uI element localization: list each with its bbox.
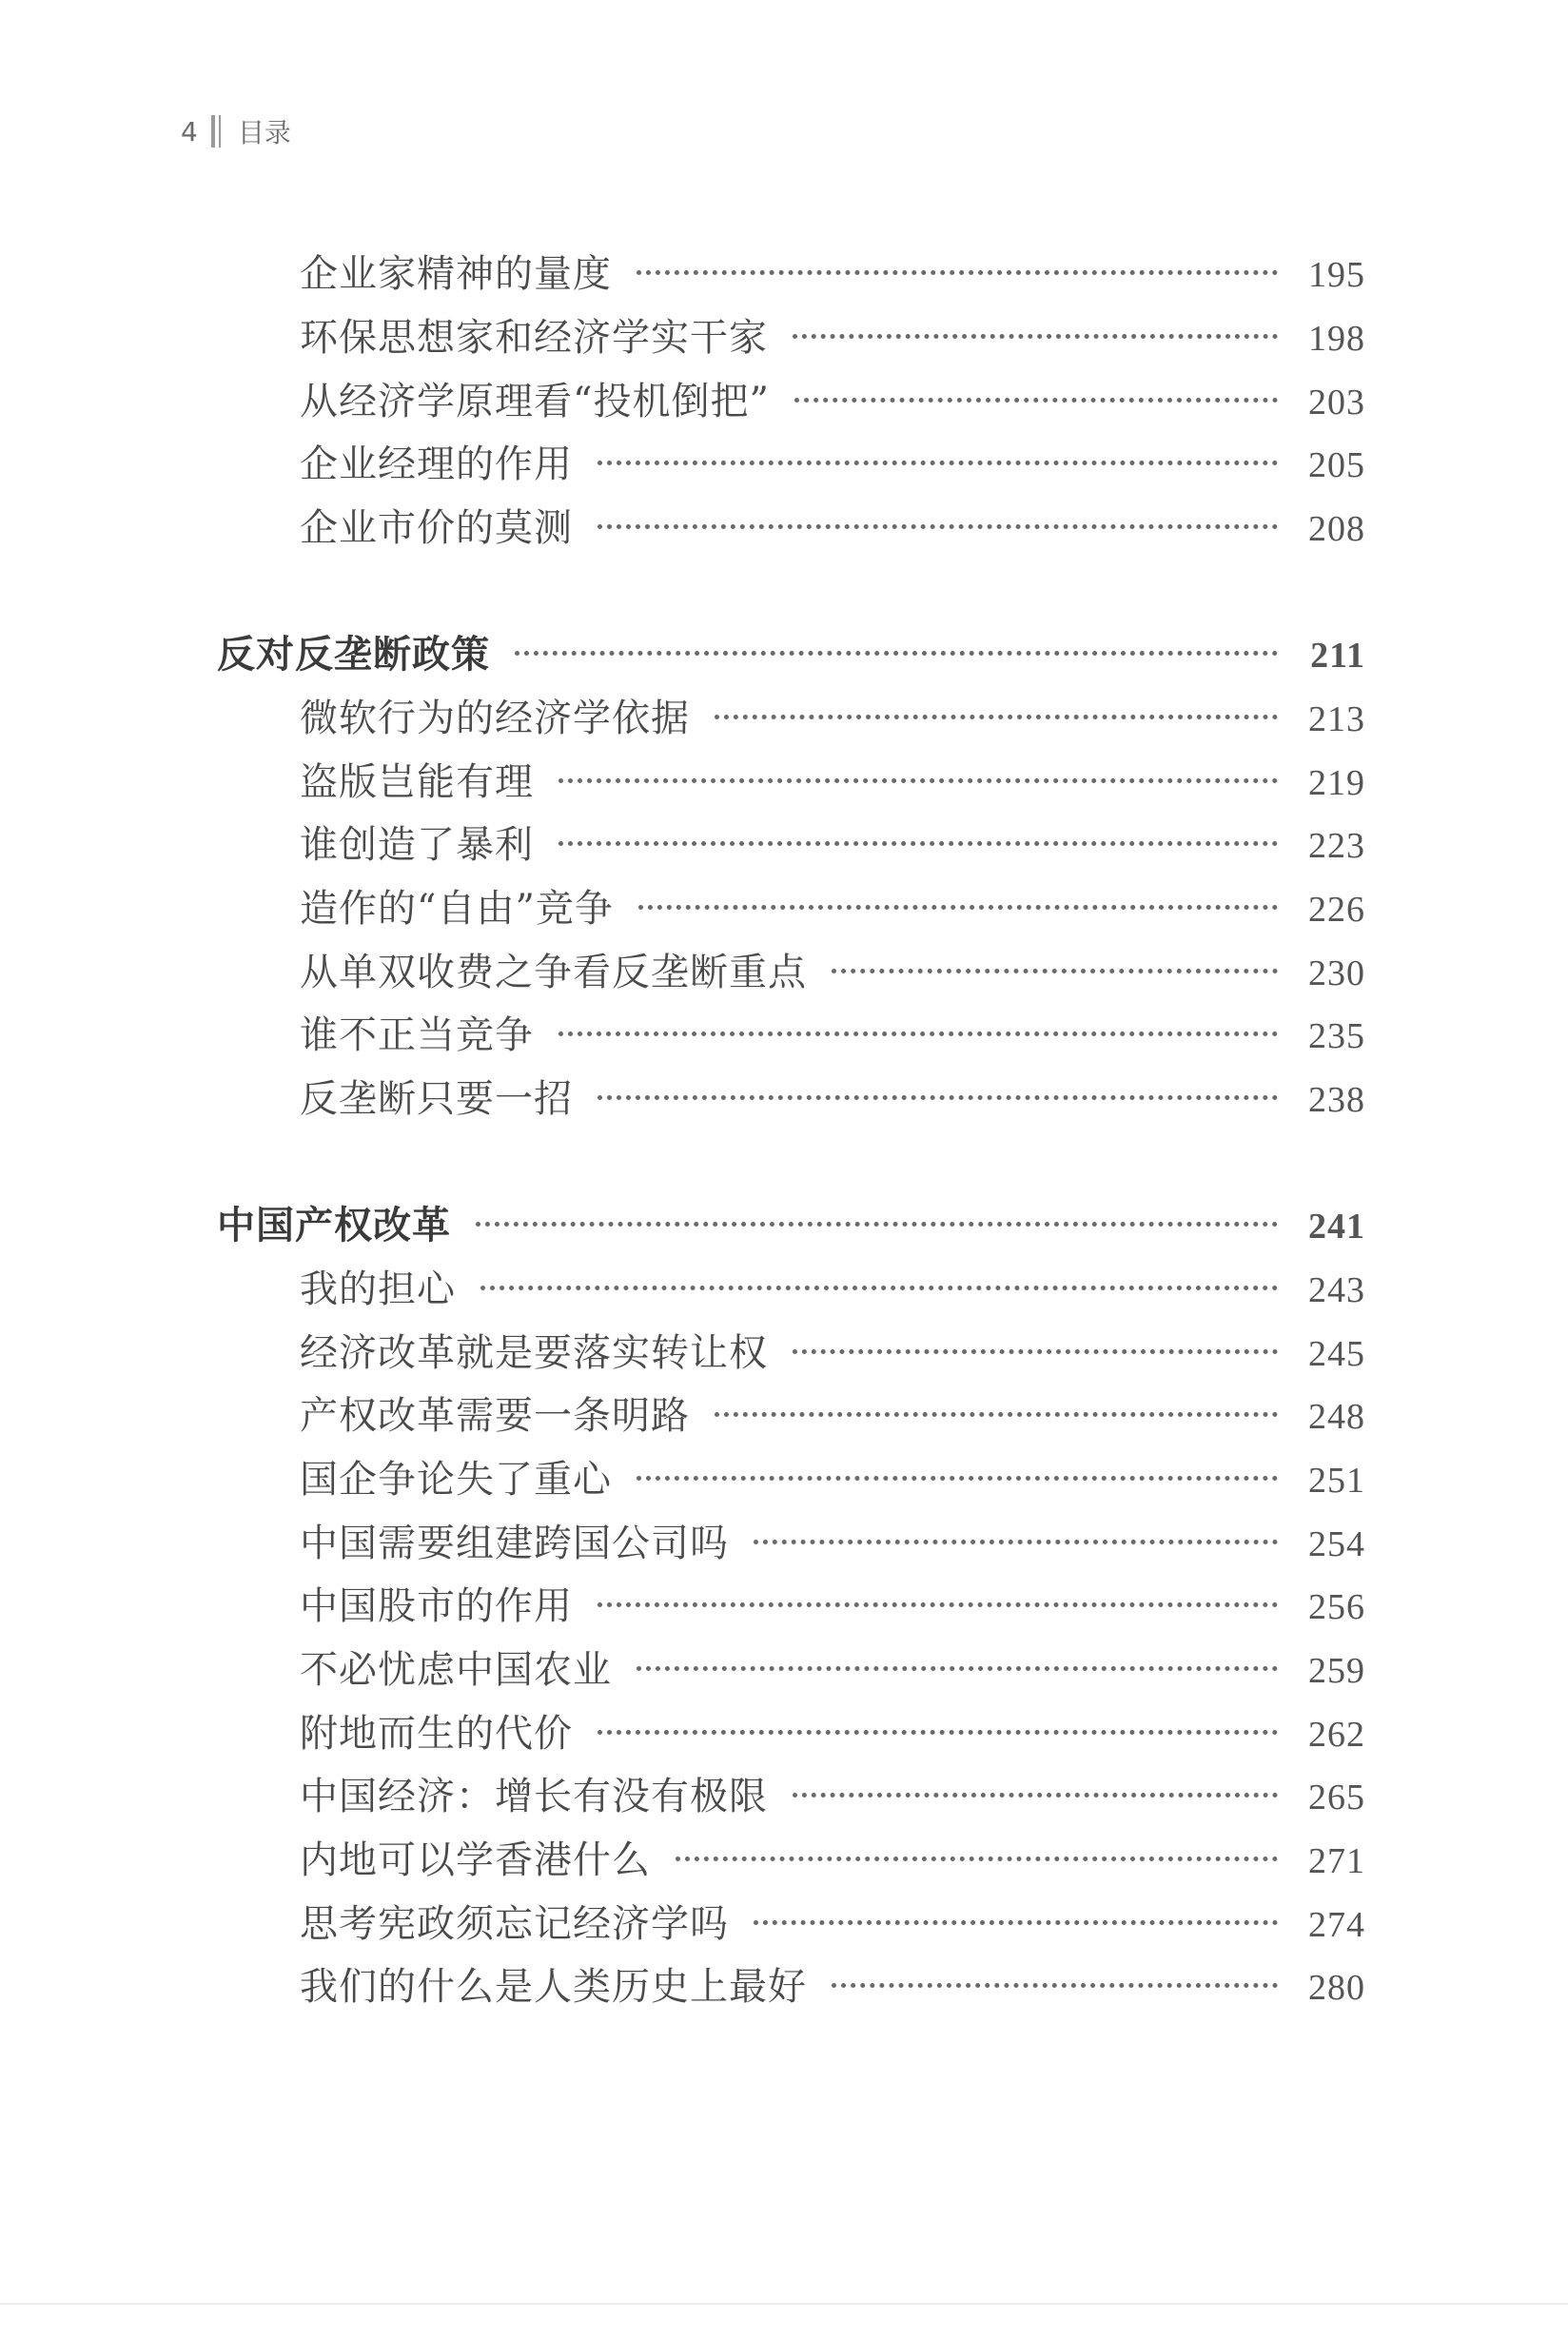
- toc-entry-page-number: 243: [1308, 1270, 1365, 1310]
- toc-entry: [300, 1962, 1365, 2013]
- toc-entry: [300, 1645, 1365, 1696]
- toc-entry: [300, 1455, 1365, 1505]
- dot-leader: [793, 1349, 1278, 1354]
- dot-leader: [715, 1412, 1278, 1417]
- toc-entry-page-number: 219: [1308, 763, 1365, 803]
- toc-entry-title: 反垄断只要一招: [300, 1077, 573, 1121]
- dot-leader: [559, 1031, 1278, 1036]
- toc-entry-title: 国企争论失了重心: [300, 1458, 612, 1502]
- dot-leader: [637, 1666, 1278, 1671]
- toc-entry: [300, 820, 1365, 871]
- toc-entry: [300, 503, 1365, 554]
- header-divider: [211, 115, 221, 147]
- dot-leader: [754, 1920, 1278, 1925]
- header-title: 目录: [237, 117, 291, 148]
- dot-leader: [598, 524, 1278, 529]
- toc-entry-page-number: 211: [1310, 636, 1365, 676]
- toc-entry-page-number: 245: [1308, 1334, 1365, 1374]
- toc-entry-page-number: 198: [1308, 319, 1365, 359]
- dot-leader: [559, 841, 1278, 846]
- toc-entry: [300, 948, 1365, 998]
- toc-entry: [300, 1519, 1365, 1569]
- toc-entry-title: 微软行为的经济学依据: [300, 697, 690, 740]
- toc-entry-title: 盗版岂能有理: [300, 760, 534, 804]
- toc-entry: [300, 377, 1365, 427]
- toc-entry-page-number: 262: [1308, 1715, 1365, 1755]
- toc-entry-page-number: 251: [1308, 1461, 1365, 1501]
- toc-entry: [300, 1011, 1365, 1061]
- toc-entry-page-number: 280: [1308, 1968, 1365, 2008]
- toc-entry: [300, 1772, 1365, 1822]
- toc-entry: [300, 884, 1365, 934]
- dot-leader: [480, 1286, 1278, 1290]
- dot-leader: [598, 1730, 1278, 1735]
- toc-entry-page-number: 223: [1308, 826, 1365, 866]
- toc-entry-title: 附地而生的代价: [300, 1712, 573, 1756]
- toc-entry-title: 中国产权改革: [217, 1204, 451, 1248]
- toc-entry: [300, 440, 1365, 490]
- toc-entry-page-number: 254: [1308, 1524, 1365, 1564]
- dot-leader: [637, 270, 1278, 275]
- toc-entry-page-number: 195: [1308, 255, 1365, 295]
- toc-entry-page-number: 205: [1308, 445, 1365, 485]
- toc-entry-title: 环保思想家和经济学实干家: [300, 316, 768, 360]
- running-header: [181, 112, 291, 150]
- dot-leader: [676, 1857, 1278, 1861]
- toc-entry-title: 中国股市的作用: [300, 1584, 573, 1628]
- toc-entry-title: 不必忧虑中国农业: [300, 1648, 612, 1692]
- toc-entry-title: 经济改革就是要落实转让权: [300, 1331, 768, 1375]
- toc-entry-title: 谁创造了暴利: [300, 823, 534, 867]
- dot-leader: [559, 778, 1278, 783]
- toc-entry-title: 内地可以学香港什么: [300, 1838, 651, 1882]
- toc-entry: [300, 1836, 1365, 1886]
- toc-entry-title: 反对反垄断政策: [217, 633, 490, 677]
- toc-entry: [300, 1265, 1365, 1315]
- toc-entry-page-number: 213: [1308, 699, 1365, 739]
- dot-leader: [754, 1540, 1278, 1544]
- dot-leader: [637, 1476, 1278, 1481]
- toc-entry-page-number: 226: [1308, 890, 1365, 930]
- toc-entry: [300, 694, 1365, 744]
- toc-entry: [300, 249, 1365, 300]
- toc-entry: [300, 1391, 1365, 1442]
- toc-entry: [300, 1582, 1365, 1632]
- toc-entry-page-number: 230: [1308, 953, 1365, 993]
- toc-entry-page-number: 235: [1308, 1016, 1365, 1056]
- dot-leader: [793, 334, 1278, 339]
- toc-entry-title: 企业市价的莫测: [300, 506, 573, 550]
- toc-entry-title: 谁不正当竞争: [300, 1013, 534, 1057]
- dot-leader: [515, 651, 1278, 656]
- dot-leader: [598, 1095, 1278, 1100]
- toc-entry-title: 思考宪政须忘记经济学吗: [300, 1902, 729, 1946]
- toc-entry: [300, 757, 1365, 808]
- dot-leader: [476, 1222, 1278, 1227]
- dot-leader: [832, 1983, 1278, 1988]
- toc-entry: [300, 313, 1365, 363]
- toc-entry-page-number: 238: [1308, 1080, 1365, 1120]
- dot-leader: [832, 969, 1278, 973]
- toc-entry-title: 中国需要组建跨国公司吗: [300, 1522, 729, 1565]
- toc-entry: [300, 1328, 1365, 1379]
- toc-entry-page-number: 248: [1308, 1397, 1365, 1437]
- toc-entry-page-number: 203: [1308, 383, 1365, 422]
- toc-entry-title: 造作的“自由”竞争: [300, 887, 614, 931]
- toc-entry-title: 企业家精神的量度: [300, 252, 612, 296]
- page-edge-line: [0, 2303, 1568, 2305]
- dot-leader: [793, 1793, 1278, 1798]
- toc-entry: [300, 1074, 1365, 1125]
- toc-entry-page-number: 259: [1308, 1651, 1365, 1691]
- toc-entry-title: 企业经理的作用: [300, 442, 573, 486]
- toc-entry: [300, 1899, 1365, 1950]
- dot-leader: [598, 1602, 1278, 1607]
- toc-entry-page-number: 256: [1308, 1587, 1365, 1627]
- toc-entry-title: 从经济学原理看“投机倒把”: [300, 380, 770, 423]
- toc-entry-title: 产权改革需要一条明路: [300, 1394, 690, 1438]
- toc-entry-page-number: 265: [1308, 1778, 1365, 1817]
- dot-leader: [638, 905, 1278, 910]
- toc-entry-title: 中国经济：增长有没有极限: [300, 1775, 768, 1818]
- header-page-number: 4: [181, 115, 198, 147]
- toc-section-heading: [217, 630, 1365, 680]
- toc-entry-page-number: 241: [1308, 1207, 1365, 1247]
- toc-entry: [300, 1709, 1365, 1759]
- toc-entry-page-number: 208: [1308, 509, 1365, 549]
- toc-entry-title: 我们的什么是人类历史上最好: [300, 1965, 807, 2009]
- toc-entry-title: 从单双收费之争看反垄断重点: [300, 951, 807, 994]
- toc-section-heading: [217, 1201, 1365, 1251]
- dot-leader: [598, 461, 1278, 465]
- toc-entry-page-number: 274: [1308, 1905, 1365, 1945]
- toc-entry-page-number: 271: [1308, 1841, 1365, 1881]
- dot-leader: [715, 715, 1278, 719]
- dot-leader: [794, 398, 1278, 403]
- toc-entry-title: 我的担心: [300, 1267, 456, 1311]
